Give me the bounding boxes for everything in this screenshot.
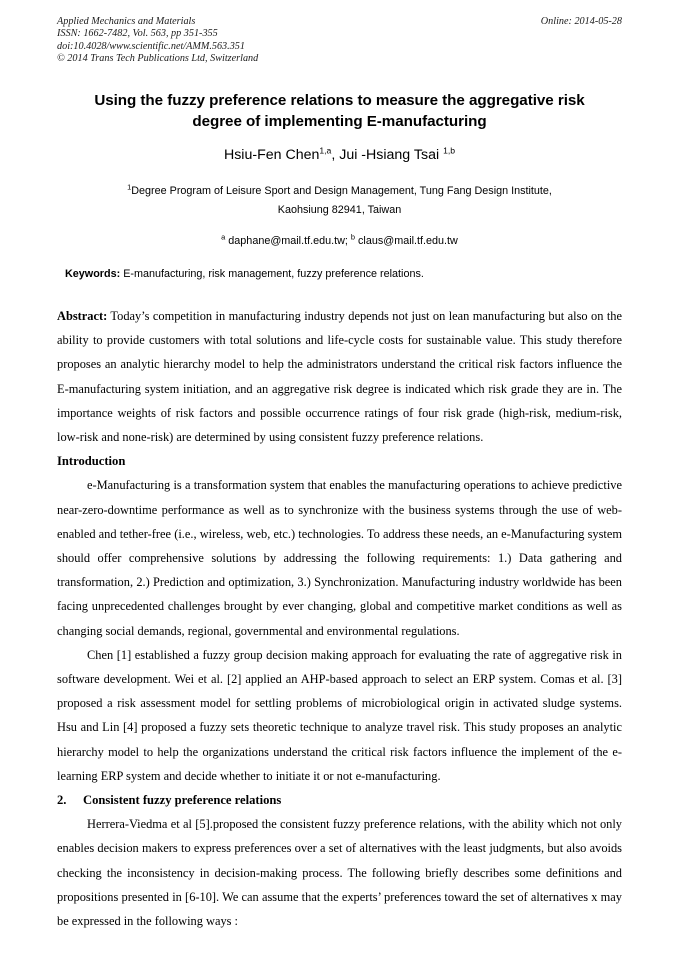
author-list [57,146,622,165]
affiliation [105,182,574,220]
keywords-text: E-manufacturing, risk management, fuzzy preference relations. [120,268,424,280]
section-paragraph: Chen [1] established a fuzzy group decision making approach for evaluating the rate of aggregative risk in software development. Wei et al. [2] applied an AHP-based approach to select an ERP system. Comas et al. [3] proposed a risk assessment model for settling problems of microbiological origin in activated sludge systems. Hsu and Lin [4] proposed a fuzzy sets theoretic technique to analyze travel risk. This study proposes an analytic hierarchy model to help the organizations understand the critical risk factors influence the implement of the e-learning ERP system and decide whether to initiate it or not e-manufacturing. [57,647,622,783]
keywords-line [65,267,622,282]
author-emails [57,234,622,249]
author-affiliation-marker-1: 1,a [319,145,332,156]
abstract-paragraph [57,304,622,449]
affiliation-text: Degree Program of Leisure Sport and Design Management, Tung Fang Design Institute, Kaohsiung 82941, Taiwan [131,185,552,216]
keywords-label: Keywords: [65,268,121,280]
author-separator: , [331,147,340,163]
journal-header [57,16,622,70]
email-address-b: claus@mail.tf.edu.tw [355,235,458,247]
section-heading-text: Consistent fuzzy preference relations [83,793,282,808]
journal-copyright: © 2014 Trans Tech Publications Ltd, Switzerland [57,53,259,65]
paper-body [57,304,622,933]
online-publication-date: Online: 2014-05-28 [540,16,622,27]
section-paragraph: e-Manufacturing is a transformation system that enables the manufacturing operations to achieve predictive near-zero-downtime performance as well as to synchronize with the business systems through the use of web-enabled and tether-free (i.e., wireless, web, etc.) technologies. To address these needs, an e-Manufacturing system should offer comprehensive solutions by addressing the following requirements: 1.) Data gathering and transformation, 2.) Prediction and optimization, 3.) Synchronization. Manufacturing industry worldwide has been facing unprecedented challenges brought by ever changing, global and competitive market conditions as well as changing social demands, regional, governmental and environmental regulations. [57,478,622,638]
journal-doi: doi:10.4028/www.scientific.net/AMM.563.351 [57,40,245,52]
abstract-text: Today’s competition in manufacturing industry depends not just on lean manufacturing but also on the ability to provide customers with total solutions and life-cycle costs for sustainable value. This study therefore proposes an analytic hierarchy model to help the administrators understand the critical risk factors influence the E-manufacturing system initiation, and an aggregative risk degree is indicated which risk grade they are in. The importance weights of risk factors and possible occurrence ratings of four risk grade (high-risk, medium-risk, low-risk and none-risk) are determined by using consistent fuzzy preference relations. [57,309,622,445]
journal-issn-volume: ISSN: 1662-7482, Vol. 563, pp 351-355 [57,28,218,40]
abstract-label: Abstract: [57,309,108,323]
journal-header-left [57,16,453,66]
affiliation-marker: 1 [127,182,132,192]
author-affiliation-marker-2: 1,b [443,145,456,156]
journal-name: Applied Mechanics and Materials [57,16,196,27]
section-number: 2. [57,793,67,808]
email-marker-b: b [350,232,356,242]
section-paragraph: Herrera-Viedma et al [5].proposed the consistent fuzzy preference relations, with the ability which not only enables decision makers to express preferences over a set of alternatives with the least judgments, but also avoids checking the inconsistency in decision-making process. The following briefly describes some definitions and propositions presented in [6-10]. We can assume that the experts’ preferences toward the set of alternatives x may be expressed in the following ways : [57,817,622,929]
email-address-a: daphane@mail.tf.edu.tw; [225,235,351,247]
email-marker-a: a [221,232,226,242]
section-heading-introduction [57,449,622,473]
section-heading-consistent-fuzzy-preference-relations [57,788,622,812]
page-title: Using the fuzzy preference relations to measure the aggregative risk degree of implementing E-manufacturing [94,92,585,130]
section-heading-text: Introduction [57,454,126,469]
author-name-1: Hsiu-Fen Chen [223,147,320,163]
author-name-2: Jui -Hsiang Tsai [339,147,444,163]
